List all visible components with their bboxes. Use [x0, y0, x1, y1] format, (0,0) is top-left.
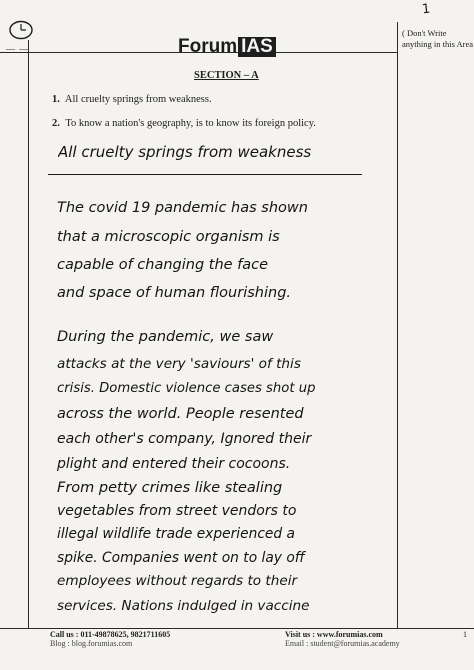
- right-margin-rule: [397, 22, 398, 628]
- answer-line: The covid 19 pandemic has shown: [57, 200, 308, 216]
- answer-line: employees without regards to their: [57, 573, 298, 589]
- question-number: 1.: [52, 94, 60, 105]
- footer-page-number: 1: [463, 630, 467, 639]
- answer-line: During the pandemic, we saw: [57, 329, 274, 345]
- answer-line: crisis. Domestic violence cases shot up: [57, 381, 316, 396]
- logo-text: Forum: [178, 36, 238, 57]
- answer-line: vegetables from street vendors to: [57, 503, 297, 519]
- answer-line: services. Nations indulged in vaccine: [57, 598, 310, 614]
- question-text: All cruelty springs from weakness.: [64, 94, 212, 105]
- answer-line: spike. Companies went on to lay off: [57, 550, 305, 566]
- footer-contact: [50, 630, 170, 648]
- section-heading: SECTION – A: [194, 70, 259, 81]
- forumias-logo: [178, 36, 276, 58]
- answer-line: illegal wildlife trade experienced a: [57, 526, 296, 542]
- footer-web: [285, 630, 400, 648]
- time-marker: — —: [6, 44, 30, 54]
- answer-line: across the world. People resented: [57, 406, 304, 422]
- footer-blog: Blog : blog.forumias.com: [50, 639, 133, 648]
- answer-line: attacks at the very 'saviours' of this: [57, 356, 301, 372]
- footer-call: Call us : 011-49878625, 9821711605: [50, 630, 171, 639]
- answer-line: each other's company, Ignored their: [57, 431, 312, 447]
- question-number: 2.: [52, 118, 60, 129]
- answer-line: and space of human flourishing.: [57, 285, 292, 301]
- answer-line: plight and entered their cocoons.: [57, 456, 291, 472]
- left-margin-rule: [28, 40, 29, 628]
- page-mark: 1: [421, 1, 432, 18]
- question-text: To know a nation's geography, is to know its foreign policy.: [65, 118, 316, 129]
- answer-line: capable of changing the face: [57, 257, 269, 273]
- footer-visit: Visit us : www.forumias.com: [285, 630, 383, 639]
- footer-rule: [0, 628, 474, 629]
- clock-icon: [8, 20, 34, 40]
- question-2: [52, 118, 316, 129]
- logo-box-text: IAS: [238, 37, 276, 57]
- answer-line: that a microscopic organism is: [57, 229, 280, 245]
- answer-title: All cruelty springs from weakness: [58, 143, 312, 161]
- margin-note: ( Don't Write anything in this Area: [402, 28, 474, 49]
- footer-email: Email : student@forumias.academy: [285, 639, 400, 648]
- question-1: [52, 94, 212, 105]
- answer-line: From petty crimes like stealing: [57, 480, 283, 496]
- title-underline: [48, 174, 362, 175]
